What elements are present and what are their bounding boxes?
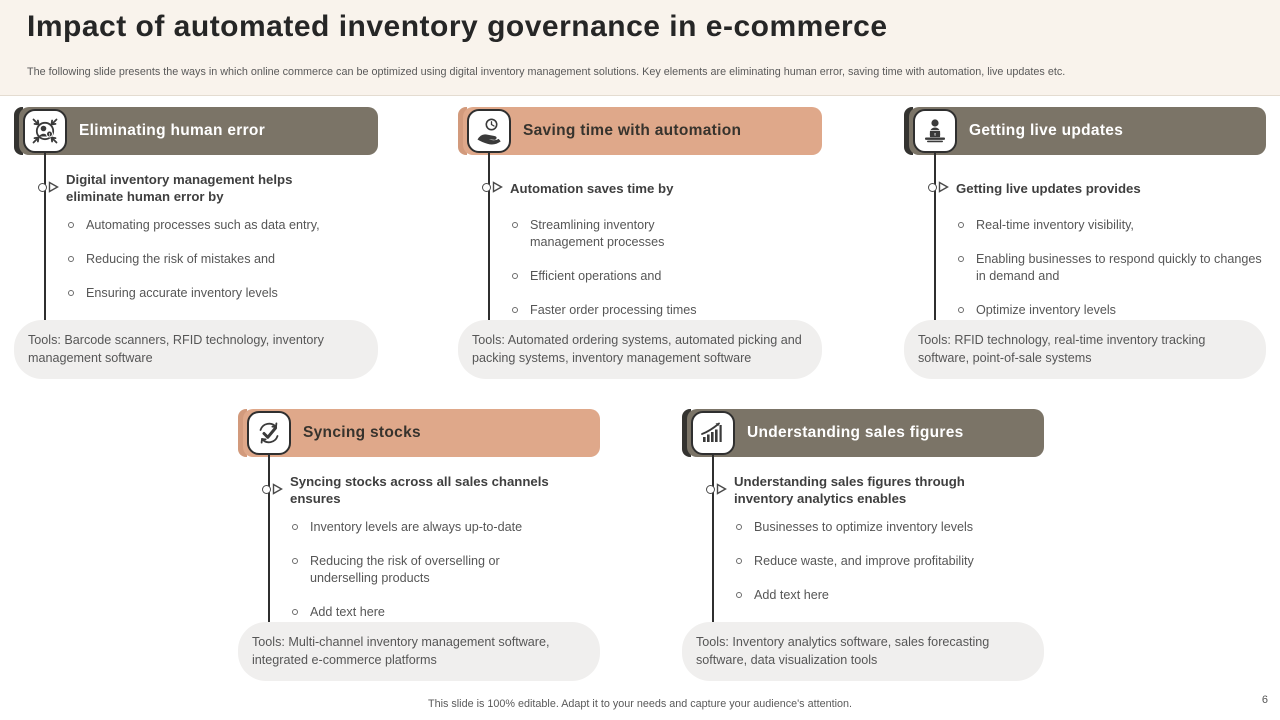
arrow-marker [38,181,59,193]
tools-text: Tools: Multi-channel inventory management software, integrated e-commerce platforms [252,635,550,667]
bullet-icon [736,592,742,598]
bullet-icon [736,558,742,564]
list-item: Add text here [736,587,1040,604]
card-title: Understanding sales figures [747,424,964,441]
marker-circle-icon [38,183,47,192]
bullet-icon [68,256,74,262]
tools-text: Tools: Inventory analytics software, sales forecasting software, data visualization tools [696,635,990,667]
bullet-list [736,519,1040,621]
card-eliminating-human-error [14,107,378,379]
bullet-icon [512,307,518,313]
list-item: Enabling businesses to respond quickly to changes in demand and [958,251,1262,285]
arrow-marker [482,181,503,193]
card-title: Saving time with automation [523,122,742,139]
marker-triangle-icon [48,181,59,193]
marker-triangle-icon [492,181,503,193]
tools-box [238,622,600,681]
list-item: Optimize inventory levels [958,302,1262,319]
list-item: Inventory levels are always up-to-date [292,519,596,536]
title-band [0,0,1280,96]
card-heading: Automation saves time by [510,180,674,196]
list-item: Businesses to optimize inventory levels [736,519,1040,536]
card-saving-time-with-automation [458,107,822,379]
sync-check-icon [254,418,284,448]
svg-text:o: o [933,131,937,137]
arrow-marker [706,483,727,495]
list-item: Real-time inventory visibility, [958,217,1262,234]
card-getting-live-updates [904,107,1266,379]
marker-circle-icon [482,183,491,192]
list-item: Add text here [292,604,596,621]
card-heading: Syncing stocks across all sales channels ensures [290,474,549,506]
bullet-list [292,519,596,638]
card-understanding-sales-figures [682,409,1044,681]
bullet-icon [68,222,74,228]
tools-box [14,320,378,379]
tools-box [682,622,1044,681]
bullet-icon [736,524,742,530]
bullet-icon [292,609,298,615]
tools-box [458,320,822,379]
tools-text: Tools: Automated ordering systems, automated picking and packing systems, inventory management software [472,333,802,365]
tools-text: Tools: Barcode scanners, RFID technology, inventory management software [28,333,324,365]
list-item: Efficient operations and [512,268,818,285]
card-syncing-stocks [238,409,600,681]
person-laptop-icon [920,116,950,146]
header-band [243,409,600,457]
marker-triangle-icon [938,181,949,193]
bullet-list [958,217,1262,336]
card-icon-box [691,411,735,455]
card-icon-box [23,109,67,153]
marker-circle-icon [262,485,271,494]
connector-line [44,153,46,320]
card-header[interactable] [238,409,600,457]
card-title: Syncing stocks [303,424,421,441]
connector-line [934,153,936,320]
tools-text: Tools: RFID technology, real-time inventory tracking software, point-of-sale systems [918,333,1206,365]
marker-circle-icon [706,485,715,494]
bar-growth-icon [698,418,728,448]
list-item: Streamlining inventory management processes [512,217,818,251]
marker-triangle-icon [716,483,727,495]
hand-clock-icon [474,116,504,146]
page-title: Impact of automated inventory governance in e-commerce [27,10,888,43]
bullet-list [68,217,374,319]
footer-note: This slide is 100% editable. Adapt it to your needs and capture your audience's attention. [427,698,852,710]
card-heading: Digital inventory management helps eliminate human error by [66,172,293,204]
tools-box [904,320,1266,379]
card-heading: Getting live updates provides [956,180,1141,196]
card-icon-box [247,411,291,455]
card-header[interactable] [682,409,1044,457]
bullet-icon [512,273,518,279]
page-subtitle: The following slide presents the ways in which online commerce can be optimized using digital inventory management solutions. Key elements are eliminating human error, saving time with automation, live updates etc. [27,66,1066,78]
list-item: Automating processes such as data entry, [68,217,374,234]
list-item: Reduce waste, and improve profitability [736,553,1040,570]
card-icon-box [913,109,957,153]
card-heading: Understanding sales figures through inventory analytics enables [734,474,965,506]
card-icon-box [467,109,511,153]
card-header[interactable] [904,107,1266,155]
card-header[interactable] [458,107,822,155]
arrow-marker [928,181,949,193]
connector-line [488,153,490,320]
card-title: Getting live updates [969,122,1124,139]
list-item: Reducing the risk of mistakes and [68,251,374,268]
bullet-icon [958,222,964,228]
connector-line [268,455,270,622]
marker-triangle-icon [272,483,283,495]
bullet-icon [512,222,518,228]
bullet-list [512,217,818,336]
card-header[interactable] [14,107,378,155]
bullet-icon [958,307,964,313]
bullet-icon [292,524,298,530]
bullet-icon [958,256,964,262]
list-item: Ensuring accurate inventory levels [68,285,374,302]
list-item: Faster order processing times [512,302,818,319]
list-item: Reducing the risk of overselling or underselling products [292,553,596,587]
arrow-marker [262,483,283,495]
bullet-icon [68,290,74,296]
person-arrows-in-icon [30,116,60,146]
connector-line [712,455,714,622]
page-number: 6 [1261,694,1268,706]
card-title: Eliminating human error [79,122,266,139]
svg-text:!: ! [48,132,51,137]
bullet-icon [292,558,298,564]
marker-circle-icon [928,183,937,192]
